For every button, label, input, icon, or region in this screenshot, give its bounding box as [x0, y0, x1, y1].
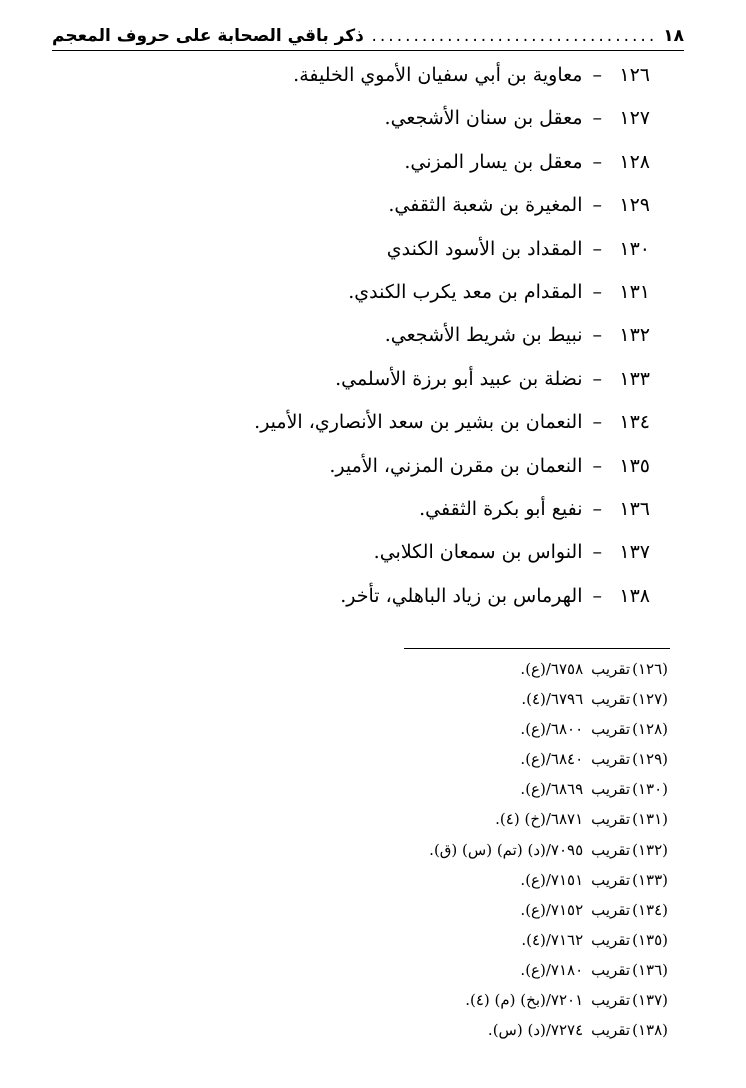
- footnote-ref: (١٢٧): [632, 690, 668, 709]
- leader-dots: [368, 26, 657, 46]
- footnote-source: تقريب: [591, 960, 631, 979]
- footnote: [268, 837, 668, 867]
- entry-name: نفيع أبو بكرة الثقفي.: [419, 497, 583, 520]
- page-number: ١٨: [663, 26, 684, 46]
- entry-name: الهرماس بن زياد الباهلي، تأخر.: [340, 584, 583, 607]
- footnote: [268, 686, 668, 716]
- list-item: [230, 147, 650, 190]
- footnote-code: (ع).: [520, 720, 546, 739]
- footnote-code: (بخ) (م) (٤).: [465, 991, 546, 1010]
- footnote-code: (ع).: [520, 660, 546, 678]
- entry-number: ١٣٥: [619, 454, 650, 477]
- entry-number: ١٣٢: [619, 324, 650, 347]
- footnote-number: ٦٧٥٨/: [545, 660, 584, 678]
- footnote: [268, 656, 668, 686]
- entry-number: ١٣٤: [619, 411, 650, 434]
- footnote-ref: (١٢٩): [632, 750, 668, 769]
- footnote: [268, 716, 668, 746]
- footnote-code: (٤).: [521, 690, 546, 709]
- entry-name: المغيرة بن شعبة الثقفي.: [388, 194, 583, 217]
- entry-number: ١٢٩: [619, 194, 650, 217]
- footnote-source: تقريب: [591, 720, 631, 739]
- footnote: [268, 927, 668, 957]
- entry-name: معقل بن يسار المزني.: [404, 150, 583, 173]
- entry-name: معاوية بن أبي سفيان الأموي الخليفة.: [293, 64, 583, 86]
- entry-number: ١٣٠: [619, 237, 650, 260]
- companions-list: [230, 60, 650, 624]
- entry-name: النعمان بن مقرن المزني، الأمير.: [329, 454, 583, 477]
- footnote-number: ٦٧٩٦/: [545, 690, 584, 709]
- footnote-ref: (١٣٤): [632, 900, 668, 919]
- entry-dash: –: [592, 541, 602, 564]
- footnote-code: (ع).: [520, 750, 546, 769]
- footnote-number: ٧٠٩٥/: [545, 840, 584, 859]
- footnote-source: تقريب: [591, 930, 631, 949]
- list-item: [230, 320, 650, 363]
- footnote-number: ٧٢٠١/: [545, 991, 584, 1010]
- footnote-code: (ع).: [520, 870, 546, 889]
- footnote-ref: (١٣٧): [632, 991, 668, 1010]
- footnote-number: ٧١٨٠/: [545, 960, 584, 979]
- entry-dash: –: [592, 367, 602, 390]
- entry-number: ١٣٣: [619, 367, 650, 390]
- footnote: [268, 867, 668, 897]
- footnote-code: (ع).: [520, 900, 546, 919]
- footnote-number: ٦٨٧١/: [545, 810, 584, 829]
- footnote-code: (د) (تم) (س) (ق).: [429, 840, 546, 859]
- list-item: [230, 234, 650, 277]
- footnotes-list: [268, 656, 668, 1047]
- footnote-ref: (١٣٦): [632, 960, 668, 979]
- list-item: [230, 277, 650, 320]
- footnote-number: ٦٨٤٠/: [545, 750, 584, 769]
- footnote-separator: [404, 648, 670, 649]
- footnote-code: (ع).: [520, 780, 546, 799]
- footnote: [268, 806, 668, 836]
- footnote-ref: (١٣٠): [632, 780, 668, 799]
- footnote-source: تقريب: [591, 810, 631, 829]
- entry-name: المقداد بن الأسود الكندي: [386, 237, 583, 260]
- footnote-ref: (١٣٨): [632, 1021, 668, 1040]
- entry-dash: –: [592, 194, 602, 217]
- entry-number: ١٣١: [619, 280, 650, 303]
- entry-dash: –: [592, 237, 602, 260]
- footnote-code: (د) (س).: [487, 1021, 546, 1040]
- entry-dash: –: [592, 497, 602, 520]
- list-item: [230, 60, 650, 103]
- footnote-ref: (١٢٨): [632, 720, 668, 739]
- footnote-ref: (١٣٢): [632, 840, 668, 859]
- footnote: [268, 987, 668, 1017]
- footnote-number: ٦٨٠٠/: [545, 720, 584, 739]
- entry-dash: –: [592, 324, 602, 347]
- entry-dash: –: [592, 280, 602, 303]
- footnote-number: ٧٢٧٤/: [545, 1021, 584, 1040]
- entry-dash: –: [592, 411, 602, 434]
- footnote-source: تقريب: [591, 900, 631, 919]
- entry-number: ١٣٦: [619, 497, 650, 520]
- running-title: ذكر باقي الصحابة على حروف المعجم: [52, 26, 364, 46]
- footnote-code: (٤).: [521, 930, 546, 949]
- list-item: [230, 103, 650, 146]
- footnote-ref: (١٢٦): [632, 660, 668, 678]
- footnote-ref: (١٣٣): [632, 870, 668, 889]
- list-item: [230, 407, 650, 450]
- footnote-source: تقريب: [591, 840, 631, 859]
- entry-dash: –: [592, 150, 602, 173]
- footnote-code: (خ) (٤).: [495, 810, 546, 829]
- entry-name: نبيط بن شريط الأشجعي.: [384, 324, 583, 347]
- footnote: [268, 776, 668, 806]
- footnote-source: تقريب: [591, 750, 631, 769]
- footnote-ref: (١٣١): [632, 810, 668, 829]
- footnote: [268, 897, 668, 927]
- footnote-source: تقريب: [591, 690, 631, 709]
- entry-number: ١٣٨: [619, 584, 650, 607]
- footnote: [268, 957, 668, 987]
- footnote-number: ٧١٥٢/: [545, 900, 584, 919]
- entry-dash: –: [592, 64, 602, 86]
- entry-name: معقل بن سنان الأشجعي.: [384, 107, 583, 130]
- entry-number: ١٣٧: [619, 541, 650, 564]
- entry-name: النواس بن سمعان الكلابي.: [373, 541, 583, 564]
- footnote-number: ٧١٥١/: [545, 870, 584, 889]
- list-item: [230, 494, 650, 537]
- list-item: [230, 581, 650, 624]
- footnote: [268, 746, 668, 776]
- entry-number: ١٢٧: [619, 107, 650, 130]
- footnote-source: تقريب: [591, 660, 631, 678]
- footnote-source: تقريب: [591, 991, 631, 1010]
- footnote-source: تقريب: [591, 870, 631, 889]
- list-item: [230, 537, 650, 580]
- list-item: [230, 190, 650, 233]
- footnote-ref: (١٣٥): [632, 930, 668, 949]
- entry-dash: –: [592, 584, 602, 607]
- footnote-source: تقريب: [591, 1021, 631, 1040]
- entry-name: المقدام بن معد يكرب الكندي.: [348, 280, 583, 303]
- entry-name: النعمان بن بشير بن سعد الأنصاري، الأمير.: [254, 411, 583, 434]
- footnote-number: ٦٨٦٩/: [545, 780, 584, 799]
- list-item: [230, 451, 650, 494]
- entry-dash: –: [592, 454, 602, 477]
- list-item: [230, 364, 650, 407]
- entry-dash: –: [592, 107, 602, 130]
- footnote: [268, 1017, 668, 1047]
- footnote-number: ٧١٦٢/: [545, 930, 584, 949]
- page-header: [52, 26, 684, 51]
- footnote-code: (ع).: [520, 960, 546, 979]
- entry-name: نضلة بن عبيد أبو برزة الأسلمي.: [335, 367, 583, 390]
- entry-number: ١٢٨: [619, 150, 650, 173]
- footnote-source: تقريب: [591, 780, 631, 799]
- entry-number: ١٢٦: [619, 64, 650, 86]
